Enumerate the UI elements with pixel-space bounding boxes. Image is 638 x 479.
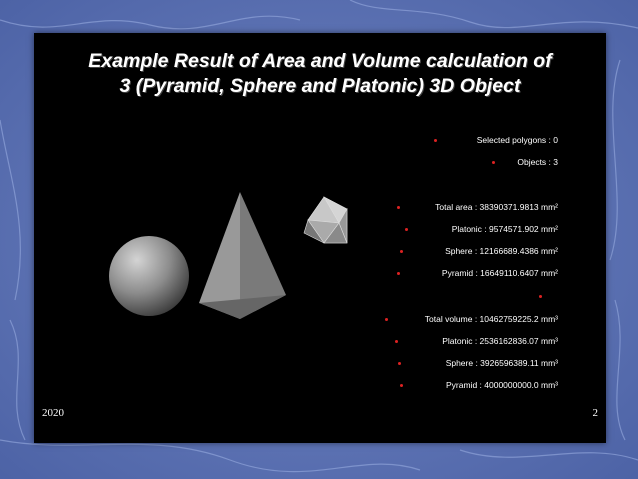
page-number: 2	[592, 407, 598, 419]
bullet-icon	[492, 161, 495, 164]
stat-objects: Objects : 3	[517, 157, 558, 167]
stat-pyramid-volume: Pyramid : 4000000000.0 mm³	[446, 380, 558, 390]
stat-sphere-area: Sphere : 12166689.4386 mm²	[445, 246, 558, 256]
statistics-list	[34, 33, 606, 443]
stat-selected-polygons: Selected polygons : 0	[476, 135, 558, 145]
stat-total-volume: Total volume : 10462759225.2 mm³	[424, 314, 558, 324]
stat-pyramid-area: Pyramid : 16649110.6407 mm²	[441, 268, 558, 278]
bullet-icon	[398, 362, 401, 365]
bullet-icon	[397, 206, 400, 209]
title-line-2: 3 (Pyramid, Sphere and Platonic) 3D Object	[119, 75, 521, 97]
slide-canvas	[34, 33, 606, 443]
bullet-icon	[400, 250, 403, 253]
title-line-1: Example Result of Area and Volume calculation of	[88, 50, 552, 72]
bullet-icon	[539, 295, 542, 298]
bullet-icon	[397, 272, 400, 275]
bullet-icon	[400, 384, 403, 387]
stat-sphere-volume: Sphere : 3926596389.11 mm³	[445, 358, 558, 368]
bullet-icon	[434, 139, 437, 142]
stat-platonic-area: Platonic : 9574571.902 mm²	[451, 224, 558, 234]
bullet-icon	[405, 228, 408, 231]
stat-platonic-volume: Platonic : 2536162836.07 mm³	[442, 336, 558, 346]
bullet-icon	[385, 318, 388, 321]
stat-total-area: Total area : 38390371.9813 mm²	[435, 202, 558, 212]
footer-year: 2020	[42, 407, 64, 419]
bullet-icon	[395, 340, 398, 343]
